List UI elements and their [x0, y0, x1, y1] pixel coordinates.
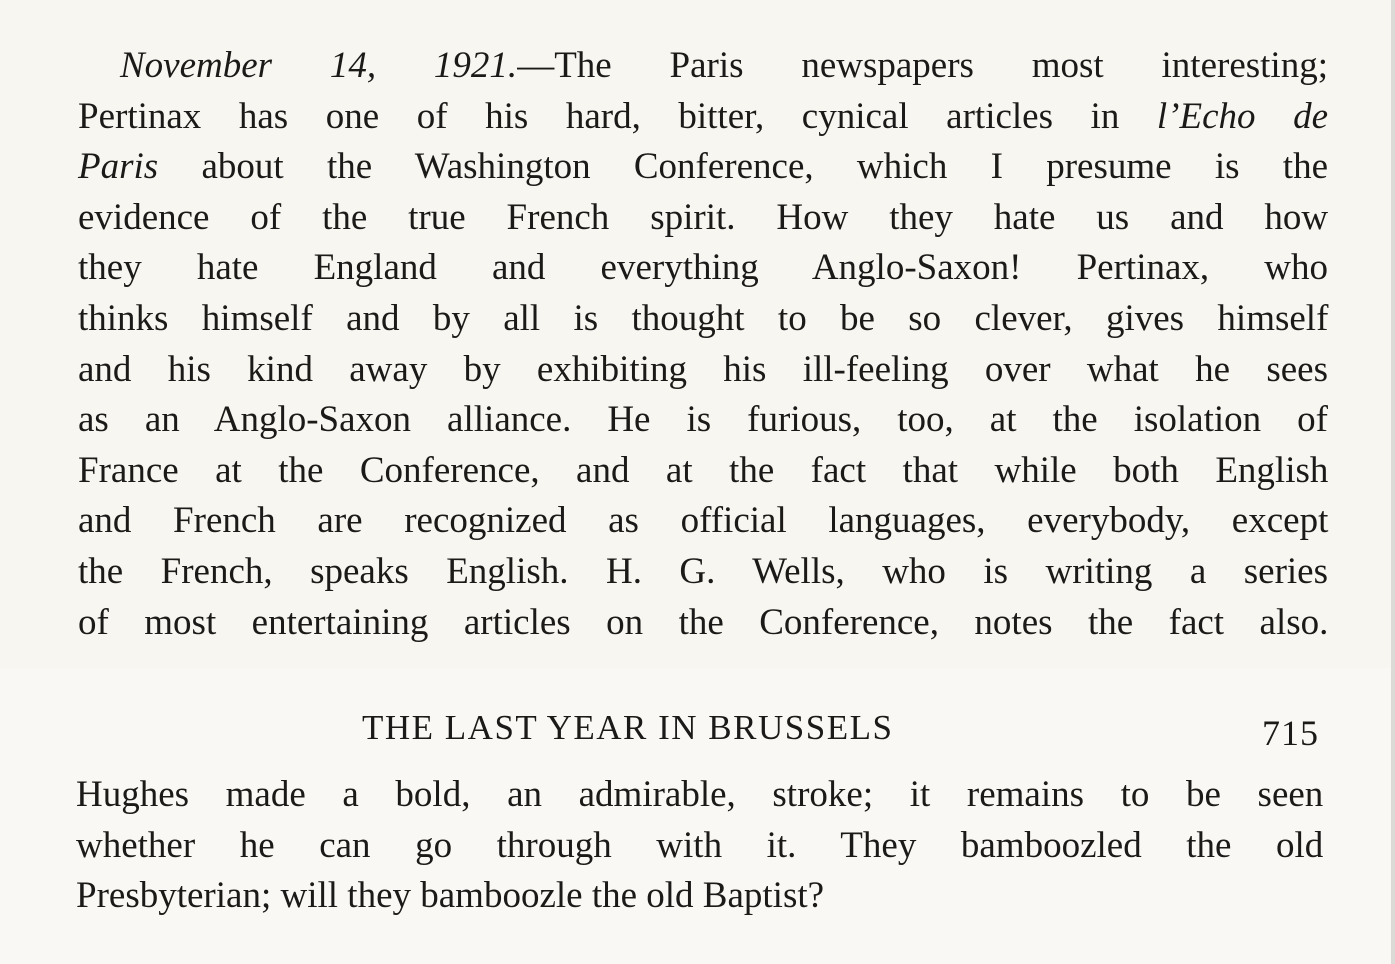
continuation-line-2: whether he can go through with it. They bamboozled the old	[76, 824, 1324, 866]
entry-line-6: thinks himself and by all is thought to be so clever, gives himself	[78, 297, 1329, 339]
page-edge	[1391, 0, 1395, 964]
entry-line-10: and French are recognized as official languages, everybody, except	[78, 500, 1329, 542]
entry-line-7: and his kind away by exhibiting his ill-feeling over what he sees	[78, 348, 1328, 390]
entry-date: November 14, 1921.	[120, 45, 518, 86]
entry-line-11: the French, speaks English. H. G. Wells, who is writing a series	[78, 550, 1328, 592]
continuation-line-1: Hughes made a bold, an admirable, stroke; it remains to be seen	[76, 774, 1324, 815]
entry-line-2-text: Pertinax has one of his hard, bitter, cynical articles in	[78, 95, 1157, 137]
continuation-line-3: Presbyterian; will they bamboozle the old Baptist?	[76, 875, 825, 917]
entry-line-3-text: about the Washington Conference, which I presume is the	[158, 146, 1328, 188]
page-number: 715	[1262, 713, 1319, 753]
entry-line-8: as an Anglo-Saxon alliance. He is furious, too, at the isolation of	[78, 399, 1328, 441]
entry-line-5: they hate England and everything Anglo-Saxon! Pertinax, who	[78, 247, 1328, 289]
newspaper-title-part: l’Echo de	[1156, 95, 1328, 137]
entry-line-3	[78, 142, 1328, 193]
diary-entry-paragraph	[78, 41, 1328, 648]
entry-line-1	[78, 41, 1328, 92]
running-head-title: THE LAST YEAR IN BRUSSELS	[362, 708, 894, 747]
newspaper-title-part: Paris	[78, 146, 159, 188]
continuation-paragraph	[76, 770, 1323, 922]
entry-line-9: France at the Conference, and at the fact that while both English	[78, 449, 1329, 491]
entry-line-1-text: —The Paris newspapers most interesting;	[517, 45, 1328, 86]
entry-line-4: evidence of the true French spirit. How they hate us and how	[78, 196, 1329, 238]
entry-line-2	[78, 92, 1328, 143]
entry-line-12: of most entertaining articles on the Conference, notes the fact also.	[78, 601, 1329, 643]
